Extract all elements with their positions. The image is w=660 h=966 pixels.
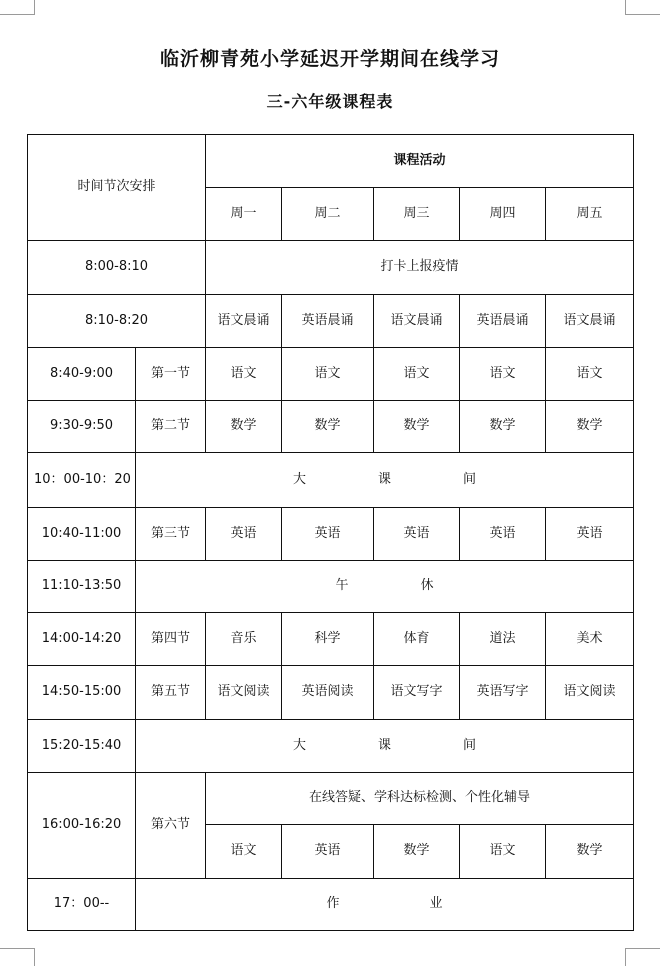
table-row bbox=[28, 613, 634, 666]
day-header: 周五 bbox=[546, 188, 634, 241]
course-cell: 语文 bbox=[206, 825, 282, 879]
course-cell: 数学 bbox=[282, 401, 374, 453]
course-cell: 美术 bbox=[546, 613, 634, 666]
course-cell: 数学 bbox=[374, 825, 460, 879]
time-cell: 11:10-13:50 bbox=[28, 561, 136, 613]
period-cell: 第二节 bbox=[136, 401, 206, 453]
break-char: 休 bbox=[420, 578, 434, 594]
table-row bbox=[28, 666, 634, 720]
break-cell bbox=[136, 561, 634, 613]
homework-char: 业 bbox=[429, 896, 443, 912]
note-cell: 在线答疑、学科达标检测、个性化辅导 bbox=[206, 773, 634, 825]
table-row bbox=[28, 241, 634, 295]
course-cell: 英语阅读 bbox=[282, 666, 374, 720]
time-cell: 10：00-10：20 bbox=[28, 453, 136, 508]
table-row bbox=[28, 295, 634, 348]
course-cell: 语文 bbox=[374, 348, 460, 401]
table-row bbox=[28, 773, 634, 825]
course-cell: 语文 bbox=[546, 348, 634, 401]
time-cell: 10:40-11:00 bbox=[28, 508, 136, 561]
course-cell: 英语晨诵 bbox=[460, 295, 546, 348]
time-cell: 17：00-- bbox=[28, 879, 136, 931]
course-cell: 语文写字 bbox=[374, 666, 460, 720]
course-cell: 体育 bbox=[374, 613, 460, 666]
course-cell: 英语 bbox=[460, 508, 546, 561]
course-cell: 英语写字 bbox=[460, 666, 546, 720]
break-char: 课 bbox=[378, 471, 392, 487]
course-cell: 英语 bbox=[546, 508, 634, 561]
break-char: 大 bbox=[293, 471, 307, 487]
time-cell: 16:00-16:20 bbox=[28, 773, 136, 879]
crop-mark-bottom-right bbox=[625, 948, 660, 966]
break-cell bbox=[136, 453, 634, 508]
course-cell: 数学 bbox=[546, 401, 634, 453]
period-cell: 第六节 bbox=[136, 773, 206, 879]
table-row bbox=[28, 879, 634, 931]
course-cell: 数学 bbox=[206, 401, 282, 453]
course-cell: 语文阅读 bbox=[206, 666, 282, 720]
schedule-table bbox=[27, 134, 634, 931]
course-cell: 语文晨诵 bbox=[546, 295, 634, 348]
time-cell: 8:00-8:10 bbox=[28, 241, 206, 295]
period-cell: 第一节 bbox=[136, 348, 206, 401]
course-cell: 语文 bbox=[460, 348, 546, 401]
homework-cell bbox=[136, 879, 634, 931]
period-cell: 第四节 bbox=[136, 613, 206, 666]
course-cell: 语文 bbox=[282, 348, 374, 401]
day-header: 周二 bbox=[282, 188, 374, 241]
course-cell: 英语 bbox=[374, 508, 460, 561]
crop-mark-bottom-left bbox=[0, 948, 35, 966]
activity-header: 课程活动 bbox=[206, 135, 634, 188]
day-header: 周三 bbox=[374, 188, 460, 241]
break-char: 间 bbox=[463, 471, 477, 487]
time-cell: 9:30-9:50 bbox=[28, 401, 136, 453]
course-cell: 语文 bbox=[460, 825, 546, 879]
course-cell: 道法 bbox=[460, 613, 546, 666]
time-header: 时间节次安排 bbox=[28, 135, 206, 241]
table-row bbox=[28, 348, 634, 401]
day-header: 周四 bbox=[460, 188, 546, 241]
period-cell: 第五节 bbox=[136, 666, 206, 720]
course-cell: 英语晨诵 bbox=[282, 295, 374, 348]
break-char: 课 bbox=[378, 737, 392, 753]
break-char: 间 bbox=[463, 737, 477, 753]
course-cell: 语文晨诵 bbox=[374, 295, 460, 348]
course-cell: 数学 bbox=[460, 401, 546, 453]
document-title: 临沂柳青苑小学延迟开学期间在线学习 bbox=[159, 48, 500, 70]
course-cell: 音乐 bbox=[206, 613, 282, 666]
course-cell: 数学 bbox=[374, 401, 460, 453]
table-row bbox=[28, 720, 634, 773]
break-cell bbox=[136, 720, 634, 773]
time-cell: 15:20-15:40 bbox=[28, 720, 136, 773]
time-cell: 14:50-15:00 bbox=[28, 666, 136, 720]
time-cell: 8:10-8:20 bbox=[28, 295, 206, 348]
crop-mark-top-right bbox=[625, 0, 660, 15]
table-row bbox=[28, 453, 634, 508]
table-row bbox=[28, 508, 634, 561]
time-cell: 8:40-9:00 bbox=[28, 348, 136, 401]
break-char: 大 bbox=[293, 737, 307, 753]
day-header: 周一 bbox=[206, 188, 282, 241]
table-row bbox=[28, 401, 634, 453]
course-cell: 英语 bbox=[206, 508, 282, 561]
homework-char: 作 bbox=[326, 896, 340, 912]
break-char: 午 bbox=[335, 578, 349, 594]
table-row bbox=[28, 561, 634, 613]
crop-mark-top-left bbox=[0, 0, 35, 15]
time-cell: 14:00-14:20 bbox=[28, 613, 136, 666]
course-cell: 数学 bbox=[546, 825, 634, 879]
activity-cell: 打卡上报疫情 bbox=[206, 241, 634, 295]
course-cell: 语文阅读 bbox=[546, 666, 634, 720]
course-cell: 语文晨诵 bbox=[206, 295, 282, 348]
course-cell: 科学 bbox=[282, 613, 374, 666]
course-cell: 英语 bbox=[282, 508, 374, 561]
document-subtitle: 三-六年级课程表 bbox=[266, 92, 394, 111]
period-cell: 第三节 bbox=[136, 508, 206, 561]
course-cell: 语文 bbox=[206, 348, 282, 401]
course-cell: 英语 bbox=[282, 825, 374, 879]
